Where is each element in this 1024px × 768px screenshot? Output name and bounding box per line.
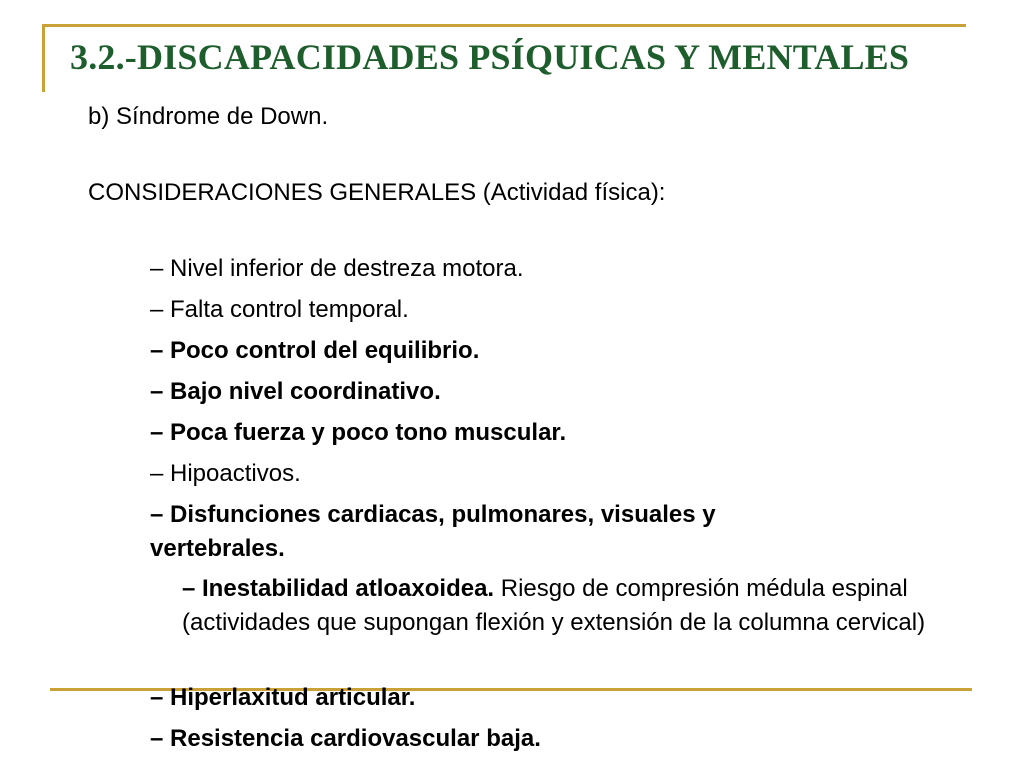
sub-bullet-bold-part: – Inestabilidad atloaxoidea. <box>182 575 495 602</box>
bullet-item: – Poca fuerza y poco tono muscular. <box>150 419 567 446</box>
bullet-item: – Hipoactivos. <box>150 460 301 487</box>
sub-bullet-normal-part: Riesgo de compresión médula espinal (actividades que supongan flexión y extensión de la columna cervical) <box>182 575 926 636</box>
slide-title: 3.2.-DISCAPACIDADES PSÍQUICAS Y MENTALES <box>70 37 910 77</box>
slide-subtitle: b) Síndrome de Down. <box>88 103 329 130</box>
bullet-item: – Resistencia cardiovascular baja. <box>150 725 541 752</box>
left-divider-rule <box>42 24 45 92</box>
bullet-item: – Falta control temporal. <box>150 296 409 323</box>
bullet-item: – Disfunciones cardiacas, pulmonares, visuales y vertebrales. <box>150 501 716 562</box>
top-divider-rule <box>42 24 966 27</box>
bullet-item: – Hiperlaxitud articular. <box>150 684 416 711</box>
bullet-item: – Nivel inferior de destreza motora. <box>150 255 524 282</box>
bullet-item: – Bajo nivel coordinativo. <box>150 378 441 405</box>
sub-bullet-item <box>182 572 972 640</box>
section-heading: CONSIDERACIONES GENERALES (Actividad física): <box>88 179 666 206</box>
bullet-item: – Poco control del equilibrio. <box>150 337 480 364</box>
